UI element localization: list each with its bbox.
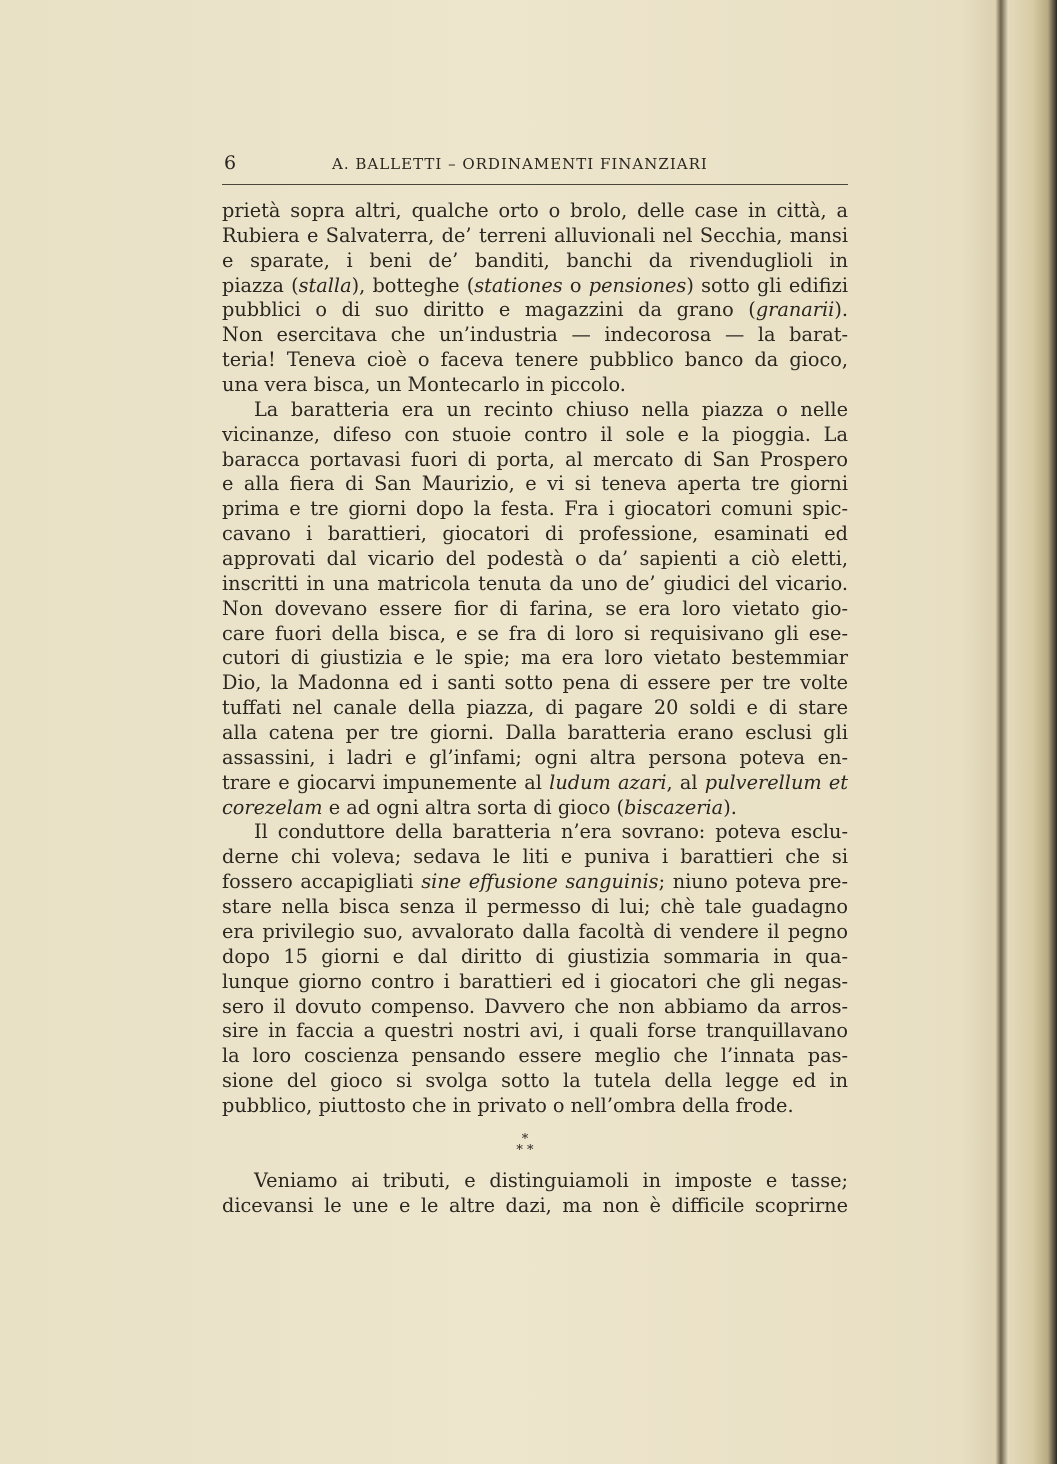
- text-run: e ad ogni altra sorta di gioco (: [322, 795, 625, 819]
- italic-phrase: stalla: [298, 273, 352, 297]
- text-line: [222, 870, 848, 895]
- text-line: [222, 423, 848, 448]
- text-run: alla catena per tre giorni. Dalla baratteria erano esclusi gli: [222, 721, 848, 745]
- text-line: [222, 547, 848, 572]
- text-line: [222, 323, 848, 348]
- text-line: [222, 1019, 848, 1044]
- text-line: [222, 597, 848, 622]
- text-line: [222, 771, 848, 796]
- italic-phrase: pulverellum et: [704, 770, 849, 794]
- page-binding-edge: [996, 0, 1057, 1464]
- text-run: care fuori della bisca, e se fra di loro si requisivano gli ese-: [222, 621, 848, 645]
- text-line: [222, 820, 848, 845]
- text-line: [222, 945, 848, 970]
- text-run: prietà sopra altri, qualche orto o brolo, delle case in città, a: [222, 199, 848, 222]
- text-line: [222, 199, 848, 224]
- body-text-continued: [222, 1169, 848, 1219]
- text-line: [222, 970, 848, 995]
- text-line: [222, 572, 848, 597]
- text-line: [222, 274, 848, 299]
- text-run: pubblici o di suo diritto e magazzini da grano (: [222, 298, 756, 322]
- text-line: [222, 796, 848, 821]
- text-run: lunque giorno contro i barattieri ed i giocatori che gli negas-: [222, 969, 848, 993]
- text-run: Non esercitava che un’industria — indecorosa — la barat-: [222, 323, 848, 347]
- italic-phrase: corezelam: [222, 795, 323, 819]
- text-line: [222, 249, 848, 274]
- text-run: Il conduttore della baratteria n’era sovrano: poteva esclu-: [254, 820, 848, 844]
- text-run: una vera bisca, un Montecarlo in piccolo.: [222, 373, 626, 397]
- text-line: [222, 646, 848, 671]
- text-line: [222, 348, 848, 373]
- text-run: stare nella bisca senza il permesso di lui; chè tale guadagno: [222, 895, 848, 919]
- italic-phrase: stationes: [474, 273, 563, 297]
- text-run: ; niuno poteva pre-: [658, 870, 848, 894]
- text-line: [222, 497, 848, 522]
- body-text: [222, 199, 848, 1119]
- text-run: teria! Teneva cioè o faceva tenere pubblico banco da gioco,: [222, 348, 848, 372]
- text-line: [222, 721, 848, 746]
- italic-phrase: biscazeria: [624, 795, 724, 819]
- text-run: e alla fiera di San Maurizio, e vi si teneva aperta tre giorni: [222, 472, 848, 496]
- text-line: [222, 995, 848, 1020]
- header-rule: [222, 184, 848, 185]
- text-line: [222, 472, 848, 497]
- text-run: fossero accapigliati: [222, 870, 422, 894]
- text-run: ) sotto gli edifizi: [686, 273, 848, 297]
- text-line: [222, 622, 848, 647]
- section-break-asterism: * * *: [516, 1132, 534, 1158]
- text-line: [222, 746, 848, 771]
- italic-phrase: granarii: [755, 298, 835, 322]
- text-line: [222, 398, 848, 423]
- text-run: sero il dovuto compenso. Davvero che non abbiamo da arros-: [222, 994, 848, 1018]
- text-run: La baratteria era un recinto chiuso nella piazza o nelle: [254, 397, 848, 421]
- text-run: , al: [666, 770, 705, 794]
- running-header: [222, 152, 848, 176]
- text-run: approvati dal vicario del podestà o da’ sapienti a ciò eletti,: [222, 547, 848, 571]
- text-run: ), botteghe (: [351, 273, 475, 297]
- italic-phrase: ludum azari: [549, 770, 667, 794]
- text-run: Veniamo ai tributi, e distinguiamoli in imposte e tasse;: [254, 1169, 848, 1192]
- text-line: [222, 696, 848, 721]
- text-run: trare e giocarvi impunemente al: [222, 770, 550, 794]
- text-run: inscritti in una matricola tenuta da uno de’ giudici del vicario.: [222, 571, 848, 595]
- text-run: o: [562, 273, 589, 297]
- text-run: ).: [723, 795, 737, 819]
- text-line: [222, 373, 848, 398]
- text-run: ).: [834, 298, 848, 322]
- text-run: dicevansi le une e le altre dazi, ma non è difficile scoprirne: [222, 1193, 848, 1217]
- italic-phrase: sine effusione sanguinis: [421, 870, 659, 894]
- text-run: cavano i barattieri, giocatori di professione, esaminati ed: [222, 522, 848, 546]
- italic-phrase: pensiones: [588, 273, 687, 297]
- text-run: e sparate, i beni de’ banditi, banchi da rivenduglioli in: [222, 248, 848, 272]
- text-run: pubblico, piuttosto che in privato o nell’ombra della frode.: [222, 1093, 794, 1117]
- text-run: assassini, i ladri e gl’infami; ogni altra persona poteva en-: [222, 745, 848, 769]
- text-run: dopo 15 giorni e dal diritto di giustizia sommaria in qua-: [222, 944, 848, 968]
- text-run: Non dovevano essere fior di farina, se era loro vietato gio-: [222, 596, 848, 620]
- text-line: [222, 1069, 848, 1094]
- text-run: vicinanze, difeso con stuoie contro il sole e la pioggia. La: [222, 422, 848, 446]
- text-line: [222, 1169, 848, 1194]
- text-line: [222, 920, 848, 945]
- text-run: derne chi voleva; sedava le liti e puniva i barattieri che si: [222, 845, 848, 869]
- text-run: sire in faccia a questri nostri avi, i quali forse tranquillavano: [222, 1019, 848, 1043]
- running-title: A. BALLETTI – ORDINAMENTI FINANZIARI: [332, 155, 708, 173]
- text-line: [222, 895, 848, 920]
- text-line: [222, 1044, 848, 1069]
- text-line: [222, 1094, 848, 1119]
- text-line: [222, 845, 848, 870]
- text-line: [222, 671, 848, 696]
- text-run: sione del gioco si svolga sotto la tutela della legge ed in: [222, 1069, 848, 1093]
- text-line: [222, 448, 848, 473]
- text-run: Rubiera e Salvaterra, de’ terreni alluvionali nel Secchia, mansi: [222, 223, 848, 247]
- text-run: piazza (: [222, 273, 299, 297]
- text-run: cutori di giustizia e le spie; ma era loro vietato bestemmiar: [222, 646, 848, 670]
- text-run: baracca portavasi fuori di porta, al mercato di San Prospero: [222, 447, 848, 471]
- text-line: [222, 298, 848, 323]
- text-run: prima e tre giorni dopo la festa. Fra i giocatori comuni spic-: [222, 497, 848, 521]
- text-line: [222, 224, 848, 249]
- text-line: [222, 1194, 848, 1219]
- text-line: [222, 522, 848, 547]
- page-number: 6: [224, 152, 238, 174]
- text-run: la loro coscienza pensando essere meglio che l’innata pas-: [222, 1044, 848, 1068]
- text-run: Dio, la Madonna ed i santi sotto pena di essere per tre volte: [222, 671, 848, 695]
- text-run: tuffati nel canale della piazza, di pagare 20 soldi e di stare: [222, 696, 848, 720]
- text-run: era privilegio suo, avvalorato dalla facoltà di vendere il pegno: [222, 919, 848, 943]
